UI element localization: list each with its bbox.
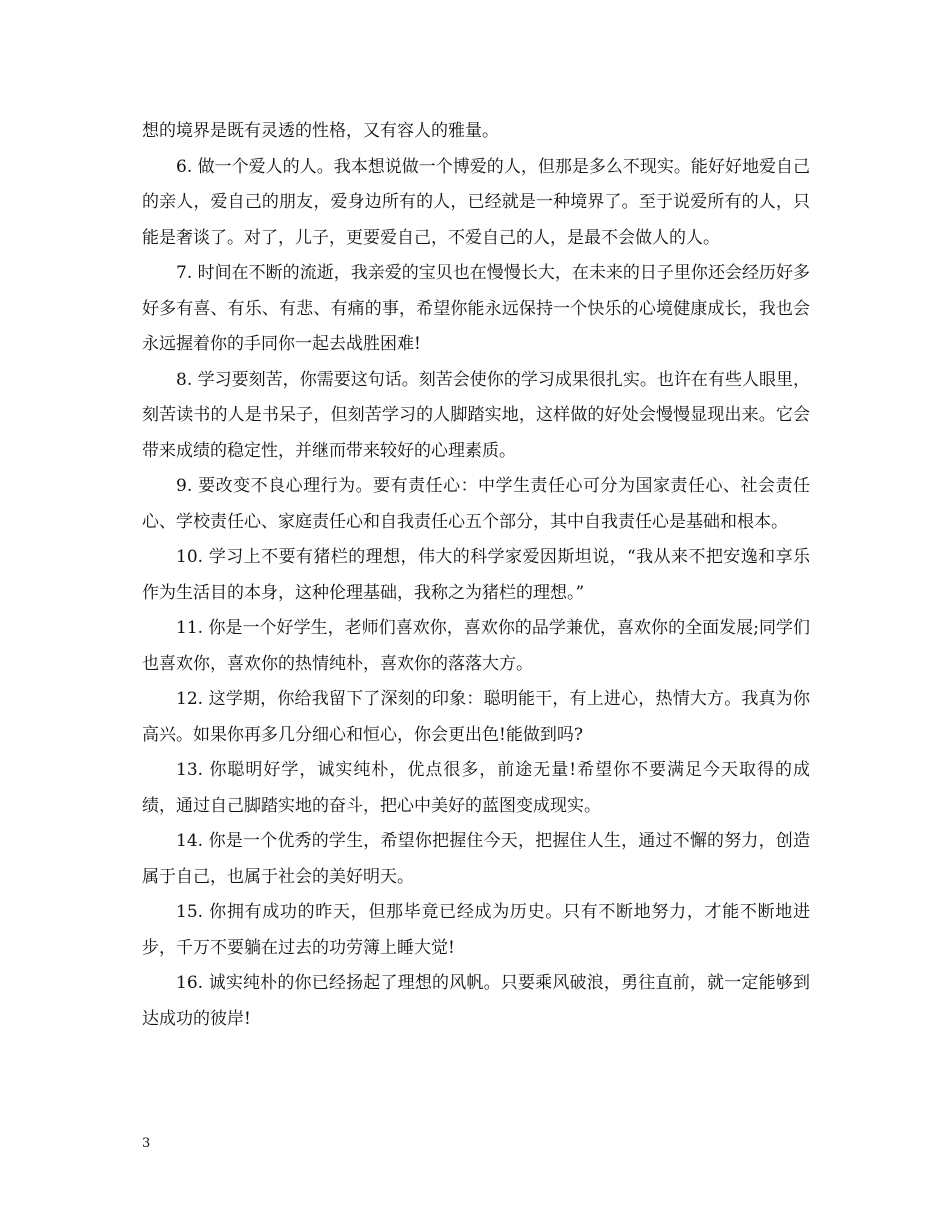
paragraph: 16. 诚实纯朴的你已经扬起了理想的风帆。只要乘风破浪，勇往直前，就一定能够到达成功的彼岸!	[142, 973, 810, 1029]
paragraph: 14. 你是一个优秀的学生，希望你把握住今天，把握住人生，通过不懈的努力，创造属于自己，也属于社会的美好明天。	[142, 831, 810, 887]
page-number: 3	[142, 1136, 151, 1151]
paragraph: 9. 要改变不良心理行为。要有责任心：中学生责任心可分为国家责任心、社会责任心、学校责任心、家庭责任心和自我责任心五个部分，其中自我责任心是基础和根本。	[142, 476, 810, 532]
paragraph: 10. 学习上不要有猪栏的理想，伟大的科学家爱因斯坦说，“我从来不把安逸和享乐作为生活目的本身，这种伦理基础，我称之为猪栏的理想。”	[142, 547, 810, 603]
paragraph: 13. 你聪明好学，诚实纯朴，优点很多，前途无量!希望你不要满足今天取得的成绩，通过自己脚踏实地的奋斗，把心中美好的蓝图变成现实。	[142, 760, 810, 816]
paragraph: 6. 做一个爱人的人。我本想说做一个博爱的人，但那是多么不现实。能好好地爱自己的亲人，爱自己的朋友，爱身边所有的人，已经就是一种境界了。至于说爱所有的人，只能是奢谈了。对了，儿子，更要爱自己，不爱自己的人，是最不会做人的人。	[142, 156, 810, 248]
document-body	[142, 114, 810, 1037]
paragraph: 想的境界是既有灵透的性格，又有容人的雅量。	[142, 121, 499, 141]
paragraph: 12. 这学期，你给我留下了深刻的印象：聪明能干，有上进心，热情大方。我真为你高兴。如果你再多几分细心和恒心，你会更出色!能做到吗?	[142, 689, 810, 745]
paragraph: 7. 时间在不断的流逝，我亲爱的宝贝也在慢慢长大，在未来的日子里你还会经历好多好多有喜、有乐、有悲、有痛的事，希望你能永远保持一个快乐的心境健康成长，我也会永远握着你的手同你一起去战胜困难!	[142, 263, 810, 354]
paragraph: 15. 你拥有成功的昨天，但那毕竟已经成为历史。只有不断地努力，才能不断地进步，千万不要躺在过去的功劳簿上睡大觉!	[142, 902, 810, 958]
paragraph: 11. 你是一个好学生，老师们喜欢你，喜欢你的品学兼优，喜欢你的全面发展;同学们也喜欢你，喜欢你的热情纯朴，喜欢你的落落大方。	[142, 618, 810, 674]
paragraph: 8. 学习要刻苦，你需要这句话。刻苦会使你的学习成果很扎实。也许在有些人眼里，刻苦读书的人是书呆子，但刻苦学习的人脚踏实地，这样做的好处会慢慢显现出来。它会带来成绩的稳定性，并继而带来较好的心理素质。	[142, 369, 810, 461]
